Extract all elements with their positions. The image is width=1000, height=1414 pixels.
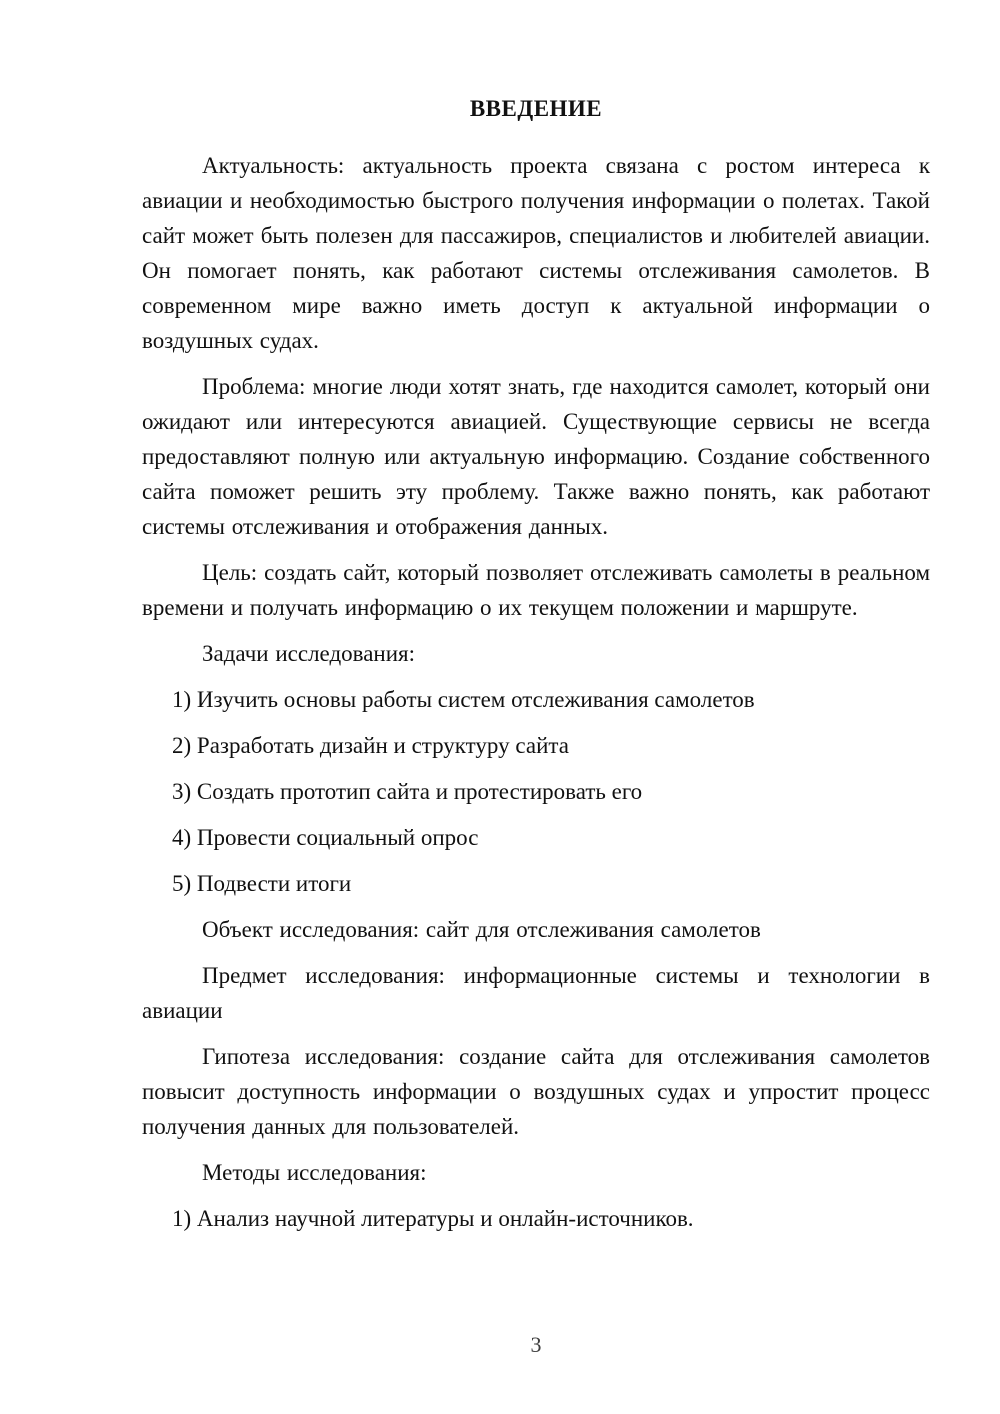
body-paragraph: Цель: создать сайт, который позволяет отслеживать самолеты в реальном времени и получать информацию о их текущем положении и маршруте. bbox=[142, 560, 930, 620]
list-item: 2) Разработать дизайн и структуру сайта bbox=[172, 733, 569, 758]
page-number: 3 bbox=[530, 1332, 542, 1357]
body-paragraph: Гипотеза исследования: создание сайта для отслеживания самолетов повысит доступность информации о воздушных судах и упростит процесс получения данных для пользователей. bbox=[142, 1044, 930, 1139]
body-paragraph: Объект исследования: сайт для отслеживания самолетов bbox=[202, 917, 761, 942]
list-item: 3) Создать прототип сайта и протестировать его bbox=[172, 779, 643, 804]
document-content bbox=[142, 91, 930, 1247]
list-item: 1) Анализ научной литературы и онлайн-источников. bbox=[172, 1206, 694, 1231]
body-paragraph: Методы исследования: bbox=[202, 1160, 427, 1185]
list-item: 1) Изучить основы работы систем отслеживания самолетов bbox=[172, 687, 755, 712]
list-item: 5) Подвести итоги bbox=[172, 871, 352, 896]
body-paragraph: Актуальность: актуальность проекта связана с ростом интереса к авиации и необходимостью быстрого получения информации о полетах. Такой сайт может быть полезен для пассажиров, специалистов и любителей авиации. Он помогает понять, как работают системы отслеживания самолетов. В современном мире важно иметь доступ к актуальной информации о воздушных судах. bbox=[142, 153, 930, 353]
list-item: 4) Провести социальный опрос bbox=[172, 825, 479, 850]
page-title: ВВЕДЕНИЕ bbox=[469, 96, 603, 121]
body-paragraph: Проблема: многие люди хотят знать, где находится самолет, который они ожидают или интересуются авиацией. Существующие сервисы не всегда предоставляют полную или актуальную информацию. Создание собственного сайта поможет решить эту проблему. Также важно понять, как работают системы отслеживания и отображения данных. bbox=[142, 374, 930, 539]
body-paragraph: Предмет исследования: информационные системы и технологии в авиации bbox=[142, 963, 930, 1023]
body-paragraph: Задачи исследования: bbox=[202, 641, 416, 666]
